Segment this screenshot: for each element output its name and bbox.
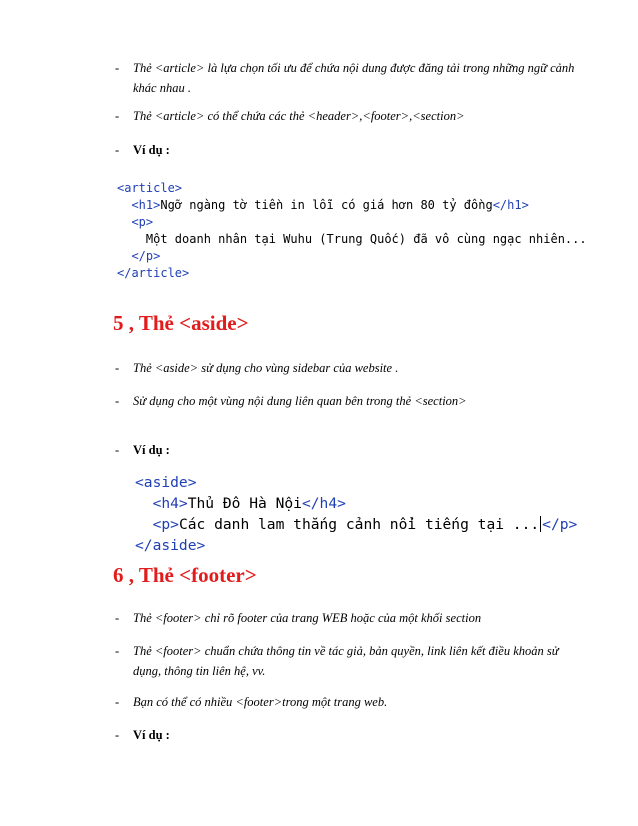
code-tag-aside-open: <aside>	[135, 474, 197, 491]
bullet-footer-example	[115, 725, 575, 745]
bullet-article-children	[115, 106, 575, 126]
code-tag-h1-close: </h1>	[492, 198, 529, 212]
bullet-aside-example	[115, 440, 575, 460]
bullet-article-example	[115, 140, 575, 160]
bullet-text: Thẻ <footer> chuẩn chứa thông tin về tác giả, bản quyền, link liên kết điều khoản sử dụng, thông tin liên hệ, vv.	[133, 644, 559, 678]
code-h4-text: Thủ Đô Hà Nội	[187, 495, 302, 512]
code-example-aside	[135, 472, 577, 556]
bullet-text: Thẻ <aside> sử dụng cho vùng sidebar của website .	[133, 361, 399, 375]
bullet-footer-purpose	[115, 608, 575, 628]
code-tag-p-close: </p>	[131, 249, 161, 263]
bullet-footer-multiple	[115, 692, 575, 712]
heading-aside: 5 , Thẻ <aside>	[113, 311, 249, 335]
bullet-text: Ví dụ :	[133, 143, 170, 157]
bullet-text: Sử dụng cho một vùng nội dung liên quan bên trong thẻ <section>	[133, 394, 467, 408]
bullet-text: Bạn có thể có nhiều <footer>trong một trang web.	[133, 695, 388, 709]
code-tag-h4-open: <h4>	[152, 495, 188, 512]
bullet-aside-sidebar	[115, 358, 575, 378]
code-tag-p-open: <p>	[152, 516, 179, 533]
code-tag-h1-open: <h1>	[131, 198, 161, 212]
bullet-dash: -	[115, 394, 120, 408]
bullet-text: Thẻ <article> là lựa chọn tối ưu để chứa nội dung được đăng tải trong những ngữ cảnh khác nhau .	[133, 61, 575, 95]
bullet-dash: -	[115, 443, 120, 457]
bullet-dash: -	[115, 109, 120, 123]
bullet-footer-content	[115, 641, 575, 681]
bullet-aside-section	[115, 391, 575, 411]
bullet-text: Thẻ <article> có thể chứa các thẻ <header>,<footer>,<section>	[133, 109, 465, 123]
bullet-dash: -	[115, 61, 120, 75]
bullet-text: Ví dụ :	[133, 443, 170, 457]
bullet-text: Thẻ <footer> chỉ rõ footer của trang WEB hoặc của một khối section	[133, 611, 482, 625]
code-tag-p-open: <p>	[131, 215, 154, 229]
bullet-article-purpose	[115, 58, 575, 98]
heading-footer: 6 , Thẻ <footer>	[113, 563, 257, 587]
code-h1-text: Ngỡ ngàng tờ tiền in lỗi có giá hơn 80 tỷ đồng	[160, 198, 493, 212]
bullet-dash: -	[115, 695, 120, 709]
code-tag-article-open: <article>	[117, 181, 183, 195]
code-p-text: Các danh lam thắng cảnh nổi tiếng tại ...	[178, 516, 540, 533]
bullet-dash: -	[115, 644, 120, 658]
code-tag-article-close: </article>	[117, 266, 190, 280]
code-p-text: Một doanh nhân tại Wuhu (Trung Quốc) đã vô cùng ngạc nhiên...	[145, 232, 587, 246]
bullet-dash: -	[115, 143, 120, 157]
code-tag-aside-close: </aside>	[135, 537, 206, 554]
bullet-dash: -	[115, 728, 120, 742]
bullet-dash: -	[115, 611, 120, 625]
code-tag-h4-close: </h4>	[301, 495, 346, 512]
bullet-text: Ví dụ :	[133, 728, 170, 742]
bullet-dash: -	[115, 361, 120, 375]
code-example-article	[117, 180, 587, 282]
code-tag-p-close: </p>	[542, 516, 578, 533]
